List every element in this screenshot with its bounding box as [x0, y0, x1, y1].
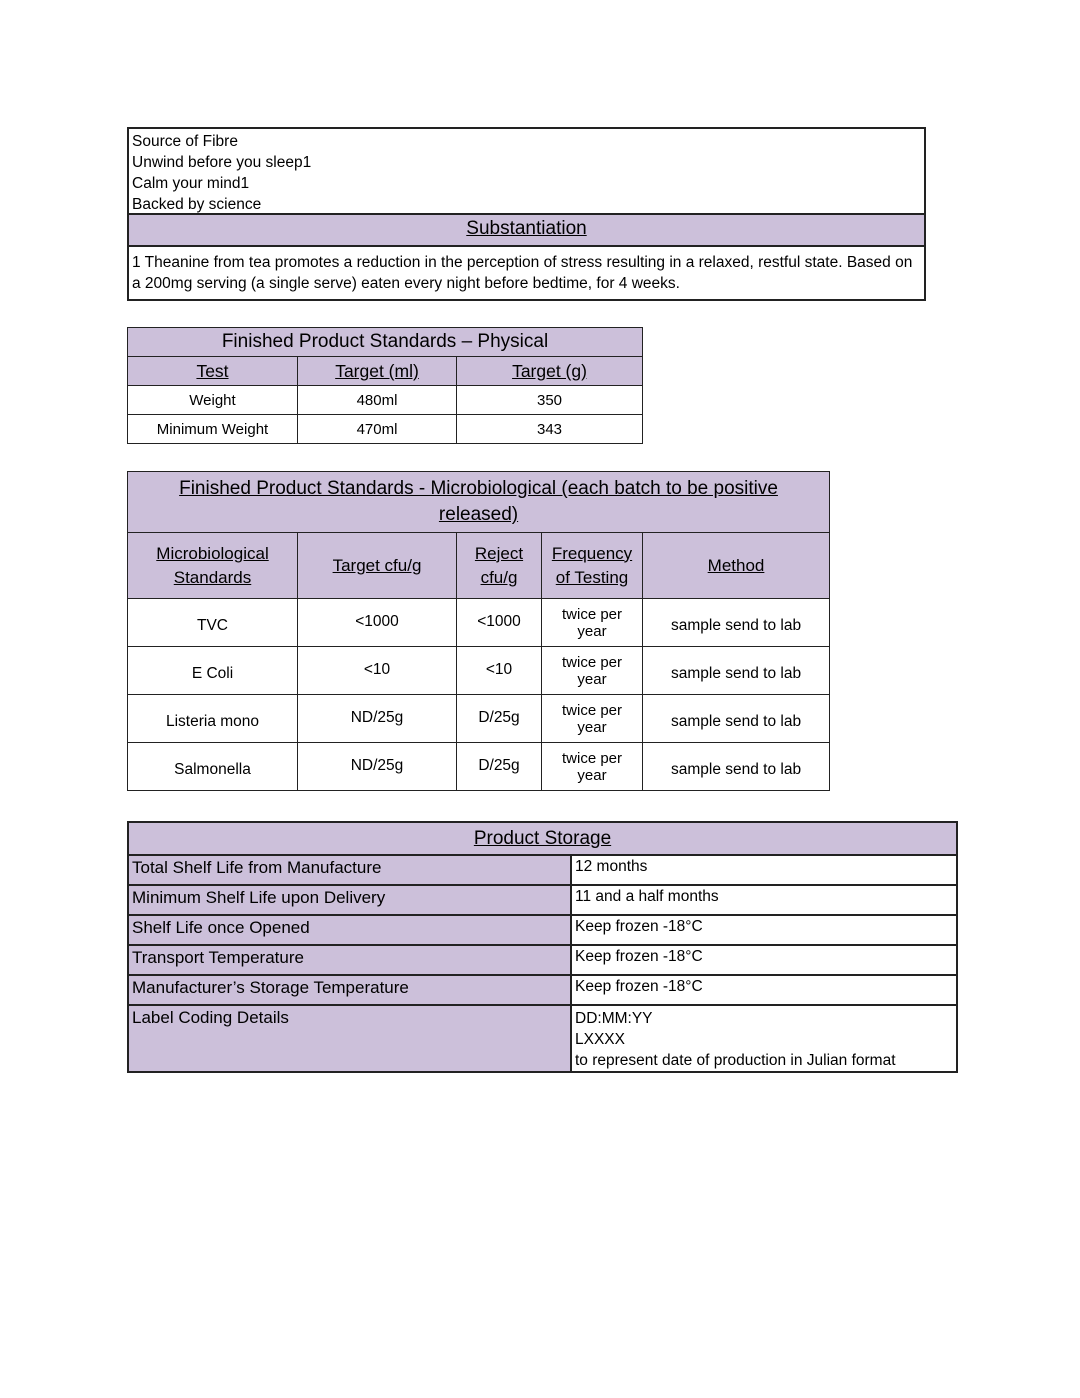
physical-cell: 470ml [298, 415, 457, 444]
micro-standard: E Coli [128, 647, 298, 695]
micro-header-target: Target cfu/g [298, 533, 457, 599]
header-line: Standards [173, 567, 252, 587]
table-row [128, 855, 957, 885]
table-row [128, 915, 957, 945]
micro-header-reject [457, 533, 542, 599]
micro-header-method: Method [643, 533, 830, 599]
storage-value: Keep frozen -18°C [571, 915, 957, 945]
micro-frequency [542, 743, 643, 791]
storage-label: Minimum Shelf Life upon Delivery [128, 885, 571, 915]
table-row [128, 945, 957, 975]
physical-header-test: Test [128, 357, 298, 386]
storage-value: Keep frozen -18°C [571, 975, 957, 1005]
storage-label: Label Coding Details [128, 1005, 571, 1072]
physical-standards-table [127, 327, 643, 444]
storage-value: 11 and a half months [571, 885, 957, 915]
micro-frequency [542, 695, 643, 743]
table-row [128, 885, 957, 915]
micro-title-line: released) [438, 504, 519, 525]
micro-reject: D/25g [457, 695, 542, 743]
table-row [128, 599, 830, 647]
table-row [128, 415, 643, 444]
storage-label: Transport Temperature [128, 945, 571, 975]
claim-line: Source of Fibre [132, 133, 238, 150]
freq-line: twice per [561, 605, 623, 623]
storage-value: 12 months [571, 855, 957, 885]
coding-line: LXXXX [575, 1031, 625, 1048]
micro-method: sample send to lab [643, 647, 830, 695]
micro-frequency [542, 647, 643, 695]
substantiation-text: 1 Theanine from tea promotes a reduction in the perception of stress resulting in a relaxed, restful state. Based on a 200mg serving (a single serve) eaten every night before bedtime, for 4 weeks. [132, 254, 913, 292]
physical-cell: Minimum Weight [128, 415, 298, 444]
micro-reject: <1000 [457, 599, 542, 647]
storage-value: Keep frozen -18°C [571, 945, 957, 975]
micro-method: sample send to lab [643, 695, 830, 743]
micro-standard: Salmonella [128, 743, 298, 791]
micro-title-line: Finished Product Standards - Microbiological (each batch to be positive [179, 478, 778, 499]
physical-header-target-g: Target (g) [457, 357, 643, 386]
table-row [128, 386, 643, 415]
micro-method: sample send to lab [643, 743, 830, 791]
claims-list [129, 129, 924, 215]
freq-line: year [577, 766, 607, 784]
micro-frequency [542, 599, 643, 647]
freq-line: twice per [561, 653, 623, 671]
micro-method: sample send to lab [643, 599, 830, 647]
table-row [128, 647, 830, 695]
micro-header-standards [128, 533, 298, 599]
header-line: Reject [474, 543, 524, 563]
storage-label: Shelf Life once Opened [128, 915, 571, 945]
micro-reject: <10 [457, 647, 542, 695]
freq-line: year [577, 622, 607, 640]
micro-target: <10 [298, 647, 457, 695]
freq-line: year [577, 670, 607, 688]
micro-standards-table [127, 471, 830, 791]
header-line: of Testing [555, 567, 629, 587]
storage-label: Manufacturer’s Storage Temperature [128, 975, 571, 1005]
micro-header-frequency [542, 533, 643, 599]
coding-line: to represent date of production in Julian format [575, 1052, 896, 1069]
storage-value [571, 1005, 957, 1072]
product-storage-table [127, 821, 958, 1073]
freq-line: twice per [561, 749, 623, 767]
claim-line: Calm your mind1 [132, 175, 250, 192]
micro-target: <1000 [298, 599, 457, 647]
claim-line: Unwind before you sleep1 [132, 154, 312, 171]
micro-standard: Listeria mono [128, 695, 298, 743]
substantiation-header: Substantiation [129, 215, 924, 247]
physical-cell: 480ml [298, 386, 457, 415]
physical-cell: 350 [457, 386, 643, 415]
table-row [128, 1005, 957, 1072]
physical-table-title: Finished Product Standards – Physical [128, 328, 643, 357]
coding-line: DD:MM:YY [575, 1010, 653, 1027]
physical-cell: 343 [457, 415, 643, 444]
physical-cell: Weight [128, 386, 298, 415]
storage-table-title: Product Storage [128, 822, 957, 855]
table-row [128, 975, 957, 1005]
micro-table-title [128, 472, 830, 533]
table-row [128, 743, 830, 791]
micro-standard: TVC [128, 599, 298, 647]
header-line: cfu/g [480, 567, 518, 587]
claims-block [127, 127, 926, 301]
claim-line: Backed by science [132, 196, 262, 213]
freq-line: twice per [561, 701, 623, 719]
physical-header-target-ml: Target (ml) [298, 357, 457, 386]
micro-reject: D/25g [457, 743, 542, 791]
micro-target: ND/25g [298, 695, 457, 743]
freq-line: year [577, 718, 607, 736]
header-line: Frequency [551, 543, 633, 563]
micro-target: ND/25g [298, 743, 457, 791]
storage-label: Total Shelf Life from Manufacture [128, 855, 571, 885]
table-row [128, 695, 830, 743]
header-line: Microbiological [156, 543, 269, 563]
